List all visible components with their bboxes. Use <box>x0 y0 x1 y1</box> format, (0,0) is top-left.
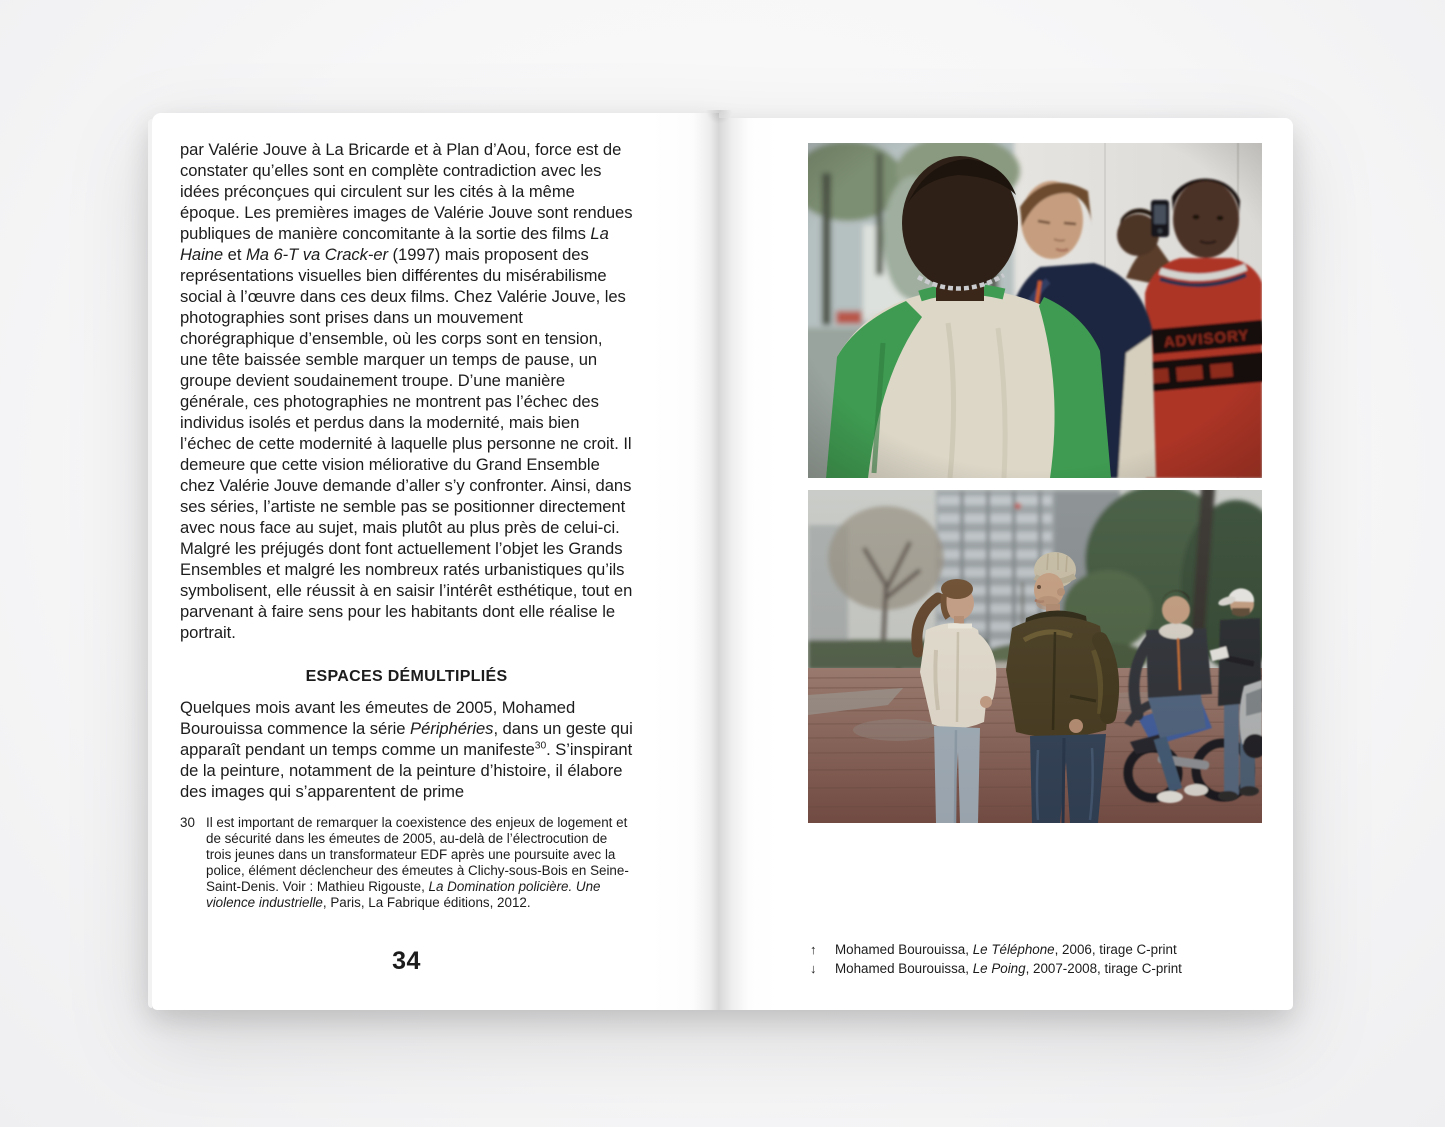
footnote-text: Il est important de remarquer la coexistence des enjeux de logement et de sécurité dans les émeutes de 2005, au-delà de l’électrocution de trois jeunes dans un transformateur EDF après une poursuite avec la police, élément déclencheur des émeutes à Clichy-sous-Bois en Seine-Saint-Denis. Voir : Mathieu Rigouste, La Domination policière. Une violence industrielle, Paris, La Fabrique éditions, 2012. <box>206 815 629 910</box>
open-book <box>152 113 1293 1010</box>
photo-le-telephone-illustration <box>808 143 1262 478</box>
section-heading: ESPACES DÉMULTIPLIÉS <box>305 668 508 685</box>
down-arrow-icon: ↓ <box>810 961 817 976</box>
footnote <box>180 815 633 911</box>
left-page-text-column <box>180 139 633 911</box>
photo-le-poing <box>808 490 1262 823</box>
gutter-shadow <box>705 110 733 124</box>
photo-captions <box>810 940 1250 978</box>
right-page <box>719 118 1293 1010</box>
body-paragraph-2: Quelques mois avant les émeutes de 2005, Mohamed Bourouissa commence la série Périphéries, dans un geste qui apparaît pendant un temps comme un manifeste$^{30}$. S’inspirant de la peinture, notamment de la peinture d’histoire, il élabore des images qui s’apparentent de prime <box>180 698 633 801</box>
caption-le-poing <box>810 959 1250 978</box>
body-paragraph-1: par Valérie Jouve à La Bricarde et à Plan d’Aou, force est de constater qu’elles sont en complète contradiction avec les idées préconçues qui circulent sur les cités à la même époque. Les premières images de Valérie Jouve sont rendues publiques de manière concomitante à la sortie des films La Haine et Ma 6-T va Crack-er (1997) mais proposent des représentations visuelles bien différentes du misérabilisme social à l’œuvre dans ces deux films. Chez Valérie Jouve, les photographies sont prises dans un mouvement chorégraphique d’ensemble, où les corps sont en tension, une tête baissée semble marquer un temps de pause, un groupe devient soudainement troupe. D’une manière générale, ces photographies ne montrent pas l’échec des individus isolés et perdus dans la modernité, mais bien l’échec de cette modernité à laquelle plus personne ne croit. Il demeure que cette vision méliorative du Grand Ensemble chez Valérie Jouve demande d’aller s’y confronter. Ainsi, dans ses séries, l’artiste ne semble pas se positionner directement avec nous face au sujet, mais plutôt au plus près de celui-ci. Malgré les préjugés dont font actuellement l’objet les Grands Ensembles et malgré les nombreux ratés urbanistiques qu’ils symbolisent, elle réussit à en saisir l’intérêt esthétique, tout en parvenant à faire sens pour les habitants dont elle réalise le portrait. <box>180 140 633 642</box>
left-page <box>152 113 719 1010</box>
page-number: 34 <box>392 947 421 975</box>
caption-text: Mohamed Bourouissa, Le Poing, 2007-2008, tirage C-print <box>835 961 1182 976</box>
photo-le-telephone <box>808 143 1262 478</box>
up-arrow-icon: ↑ <box>810 942 817 957</box>
footnote-number: 30 <box>180 815 195 830</box>
photo-le-poing-illustration <box>808 490 1262 823</box>
caption-text: Mohamed Bourouissa, Le Téléphone, 2006, tirage C-print <box>835 942 1177 957</box>
caption-le-telephone <box>810 940 1250 959</box>
